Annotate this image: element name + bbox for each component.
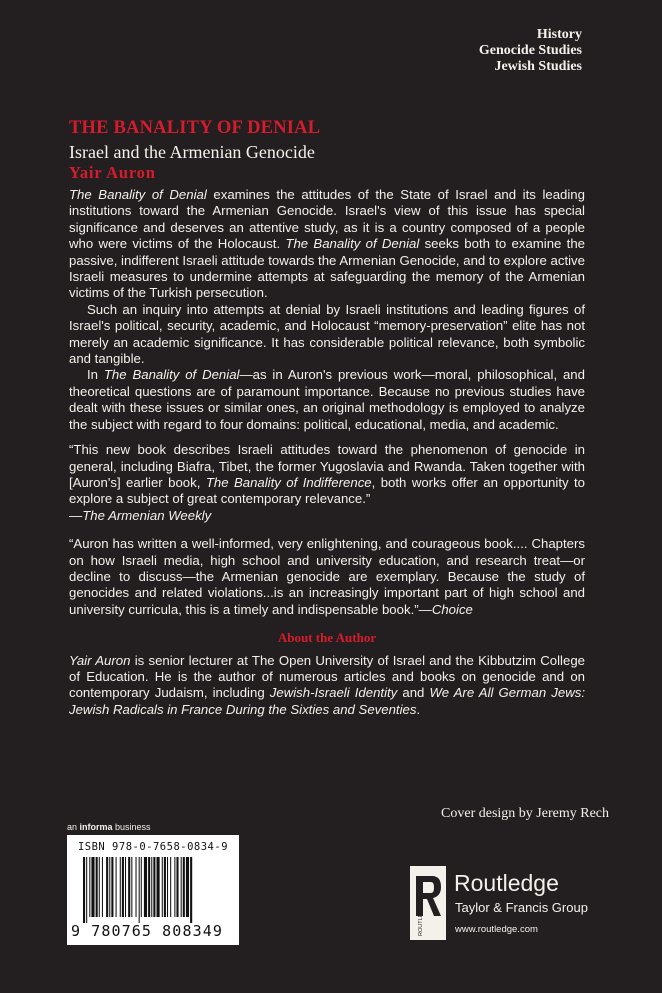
barcode-bar [109, 857, 110, 917]
barcode-bar [89, 857, 90, 917]
publisher-url: www.routledge.com [455, 924, 538, 935]
review-quote-1: “This new book describes Israeli attitudes toward the phenomenon of genocide in general, including Biafra, Tibet, the former Yugoslavia and Rwanda. Taken together with [Auron's] earlier book, The Banality of Indifference, both works offer an opportunity to explore a subject of great contemporary relevance.” [69, 442, 586, 507]
barcode-bar [148, 857, 150, 917]
barcode-bar [111, 857, 113, 917]
barcode-bar [122, 857, 124, 917]
isbn-barcode [67, 835, 239, 945]
publisher-name: Routledge [454, 870, 559, 896]
barcode-bar [164, 857, 166, 917]
barcode-bar [186, 857, 189, 917]
barcode-bar [139, 857, 140, 923]
barcode-bar [151, 857, 152, 917]
subject-genocide-studies: Genocide Studies [478, 43, 582, 58]
description-paragraph-1: The Banality of Denial examines the attitudes of the State of Israel and its leading institutions toward the Armenian Genocide. Israel's view of this issue has special significance and deserves an attentive study, as it is a country composed of a people who were victims of the Holocaust. The Banality of Denial seeks both to examine the passive, indifferent Israeli attitude towards the Armenian Genocide, and to explore active Israeli measures to undermine attempts at safeguarding the memory of the Armenian victims of the Turkish persecution. [69, 187, 585, 301]
barcode-bar [157, 857, 160, 917]
referenced-book-title: The Banality of Indifference [205, 474, 372, 490]
barcode-bar [162, 857, 163, 917]
routledge-spine-text: ROUTLEDGE [418, 901, 424, 936]
barcode-bar [136, 857, 137, 917]
barcode-bar [153, 857, 155, 917]
publisher-group: Taylor & Francis Group [455, 900, 588, 915]
book-title-italic: The Banality of Denial [285, 236, 420, 252]
subject-categories [479, 27, 582, 75]
barcode-bar [120, 857, 121, 917]
barcode-bar [170, 857, 171, 917]
barcode-bar [183, 857, 185, 917]
review-quote-2: “Auron has written a well-informed, very enlightening, and courageous book.... Chapters on how Israeli media, high school and university education, and research treat—or decline to discuss—the Armenian genocide are exemplary. Because the study of genocides and related violations...is an increasingly important part of high school and university curricula, this is a timely and indispensable book.”—Choice [69, 536, 585, 617]
barcode-bar [176, 857, 178, 917]
barcode-bar [99, 857, 100, 917]
barcode-bar [96, 857, 98, 917]
barcode-bar [141, 857, 142, 917]
barcode-bar [91, 857, 94, 917]
author-name-italic: Yair Auron [69, 652, 131, 668]
subject-history: History [536, 27, 582, 42]
description-paragraph-2: Such an inquiry into attempts at denial by Israeli institutions and leading figures of Israel's political, security, academic, and Holocaust “memory-preservation” elite has not merely an academic significance. It has considerable political relevance, both symbolic and tangible. [69, 301, 585, 367]
barcode-bars [83, 857, 227, 923]
barcode-bar [181, 857, 182, 917]
about-author-heading: About the Author [277, 630, 377, 646]
barcode-digits: 9 780765 808349 [71, 922, 223, 940]
author-book-2: We Are All German Jews: Jewish Radicals in France During the Sixties and Seventies [69, 685, 585, 717]
barcode-bar [102, 857, 103, 917]
book-title: THE BANALITY OF DENIAL [69, 118, 321, 138]
review-1-source: The Armenian Weekly [82, 507, 212, 523]
informa-business-tag: an informa business [67, 822, 151, 832]
barcode-bar [190, 857, 192, 923]
barcode-bar [144, 857, 147, 917]
informa-brand: informa [79, 822, 113, 832]
book-title-italic: The Banality of Denial [103, 367, 240, 383]
subject-jewish-studies: Jewish Studies [494, 59, 582, 74]
routledge-r-icon [410, 866, 446, 940]
barcode-bar [128, 857, 130, 917]
cover-design-credit: Cover design by Jeremy Rech [441, 806, 609, 821]
review-2-source: Choice [431, 601, 473, 617]
barcode-bar [174, 857, 175, 917]
book-title-italic: The Banality of Denial [69, 187, 207, 202]
description-body [69, 187, 585, 718]
book-subtitle: Israel and the Armenian Genocide [69, 142, 315, 162]
book-author: Yair Auron [69, 163, 156, 182]
about-author-text: Yair Auron is senior lecturer at The Open University of Israel and the Kibbutzim College of Education. He is the author of numerous articles and books on genocide and on contemporary Judaism, including Jewish-Israeli Identity and We Are All German Jews: Jewish Radicals in France During the Sixties and Seventies. [69, 652, 585, 717]
barcode-bar [167, 857, 168, 917]
isbn-number: ISBN 978-0-7658-0834-9 [77, 841, 229, 853]
review-1-attribution: —The Armenian Weekly [69, 507, 212, 523]
publisher-logo [410, 866, 610, 946]
description-paragraph-3: In The Banality of Denial—as in Auron's previous work—moral, philosophical, and theoretical questions are of paramount importance. Because no previous studies have dealt with these issues or similar ones, an original methodology is employed to analyze the subject with regard to four domains: political, educational, media, and academic. [69, 367, 585, 432]
barcode-bar [86, 857, 87, 923]
barcode-bar [125, 857, 126, 917]
author-book-1: Jewish-Israeli Identity [269, 685, 398, 701]
barcode-bar [106, 857, 108, 917]
barcode-bar [131, 857, 132, 917]
barcode-bar [83, 857, 85, 923]
barcode-bar [116, 857, 117, 917]
